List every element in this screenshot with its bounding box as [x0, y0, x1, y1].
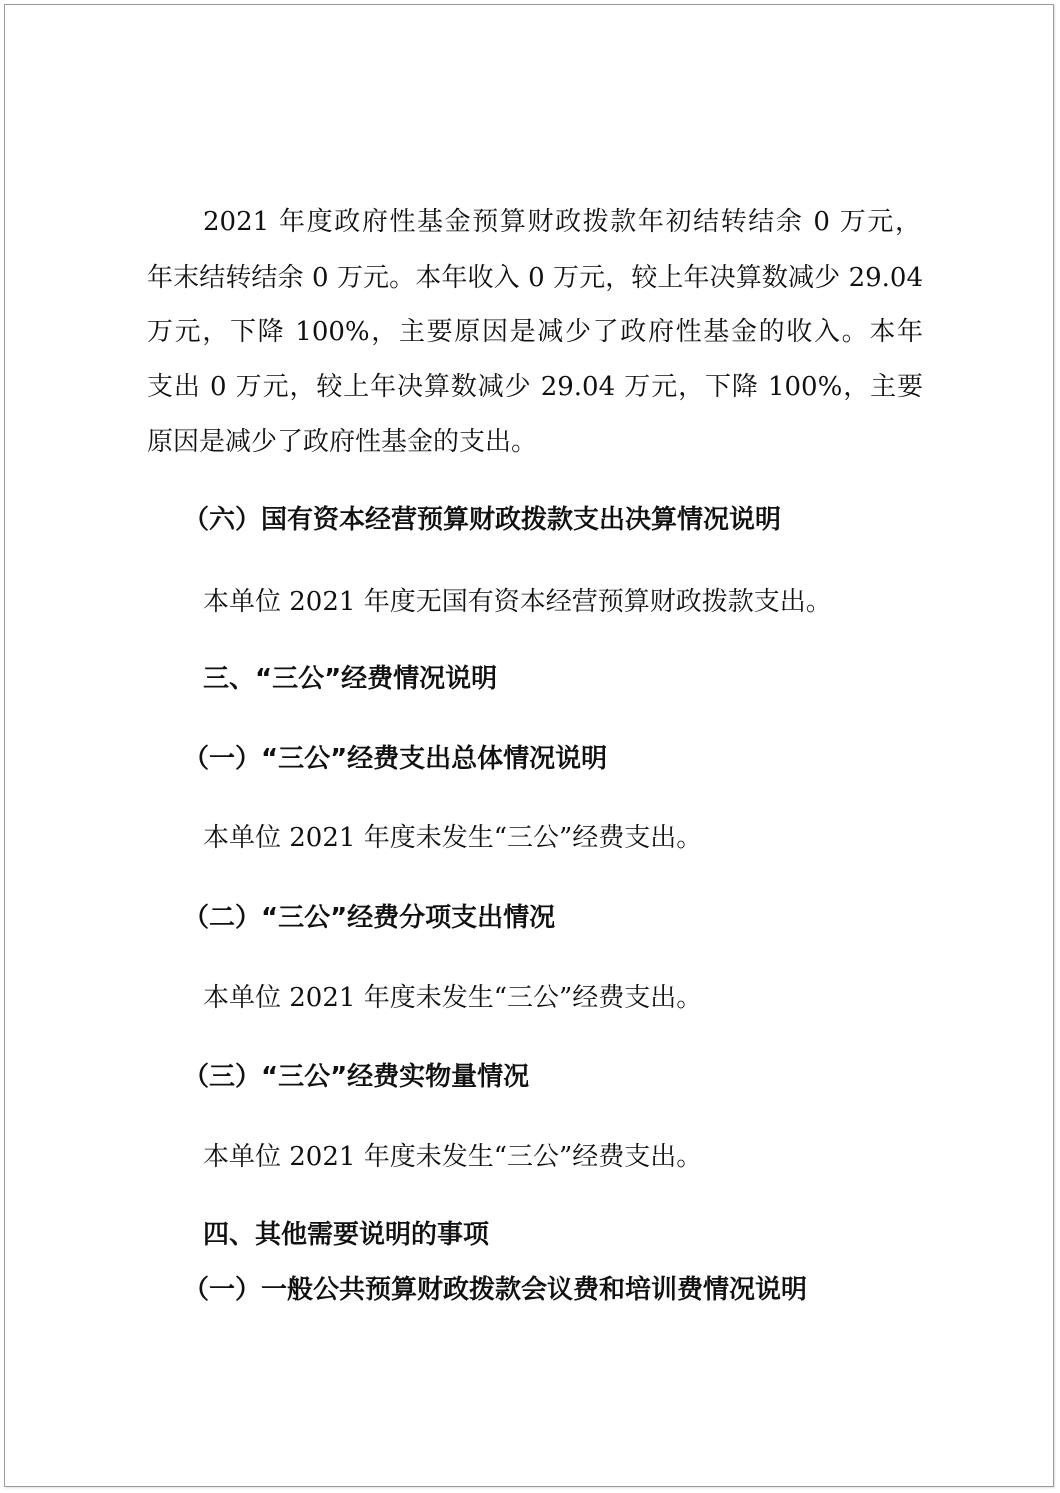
subsection-heading-itemized: （二）“三公”经费分项支出情况 — [183, 903, 556, 933]
overall-text: 本单位 2021 年度未发生“三公”经费支出。 — [203, 823, 703, 853]
subsection-heading-meeting-training: （一）一般公共预算财政拨款会议费和培训费情况说明 — [183, 1275, 808, 1305]
section-heading-state-capital: （六）国有资本经营预算财政拨款支出决算情况说明 — [183, 505, 782, 535]
paragraph-line: 支出 0 万元，较上年决算数减少 29.04 万元，下降 100%，主要 — [147, 372, 923, 402]
paragraph-line: 2021 年度政府性基金预算财政拨款年初结转结余 0 万元， — [203, 207, 921, 237]
paragraph-line: 年末结转结余 0 万元。本年收入 0 万元，较上年决算数减少 29.04 — [147, 263, 923, 293]
section-heading-other: 四、其他需要说明的事项 — [203, 1220, 490, 1250]
subsection-heading-overall: （一）“三公”经费支出总体情况说明 — [183, 744, 608, 774]
section-heading-three-public: 三、“三公”经费情况说明 — [203, 664, 498, 694]
subsection-heading-physical: （三）“三公”经费实物量情况 — [183, 1062, 530, 1092]
paragraph-line: 万元，下降 100%，主要原因是减少了政府性基金的收入。本年 — [147, 317, 923, 347]
paragraph-line: 原因是减少了政府性基金的支出。 — [147, 427, 538, 457]
physical-text: 本单位 2021 年度未发生“三公”经费支出。 — [203, 1142, 703, 1172]
document-page — [4, 4, 1054, 1487]
itemized-text: 本单位 2021 年度未发生“三公”经费支出。 — [203, 983, 703, 1013]
state-capital-text: 本单位 2021 年度无国有资本经营预算财政拨款支出。 — [203, 587, 832, 617]
